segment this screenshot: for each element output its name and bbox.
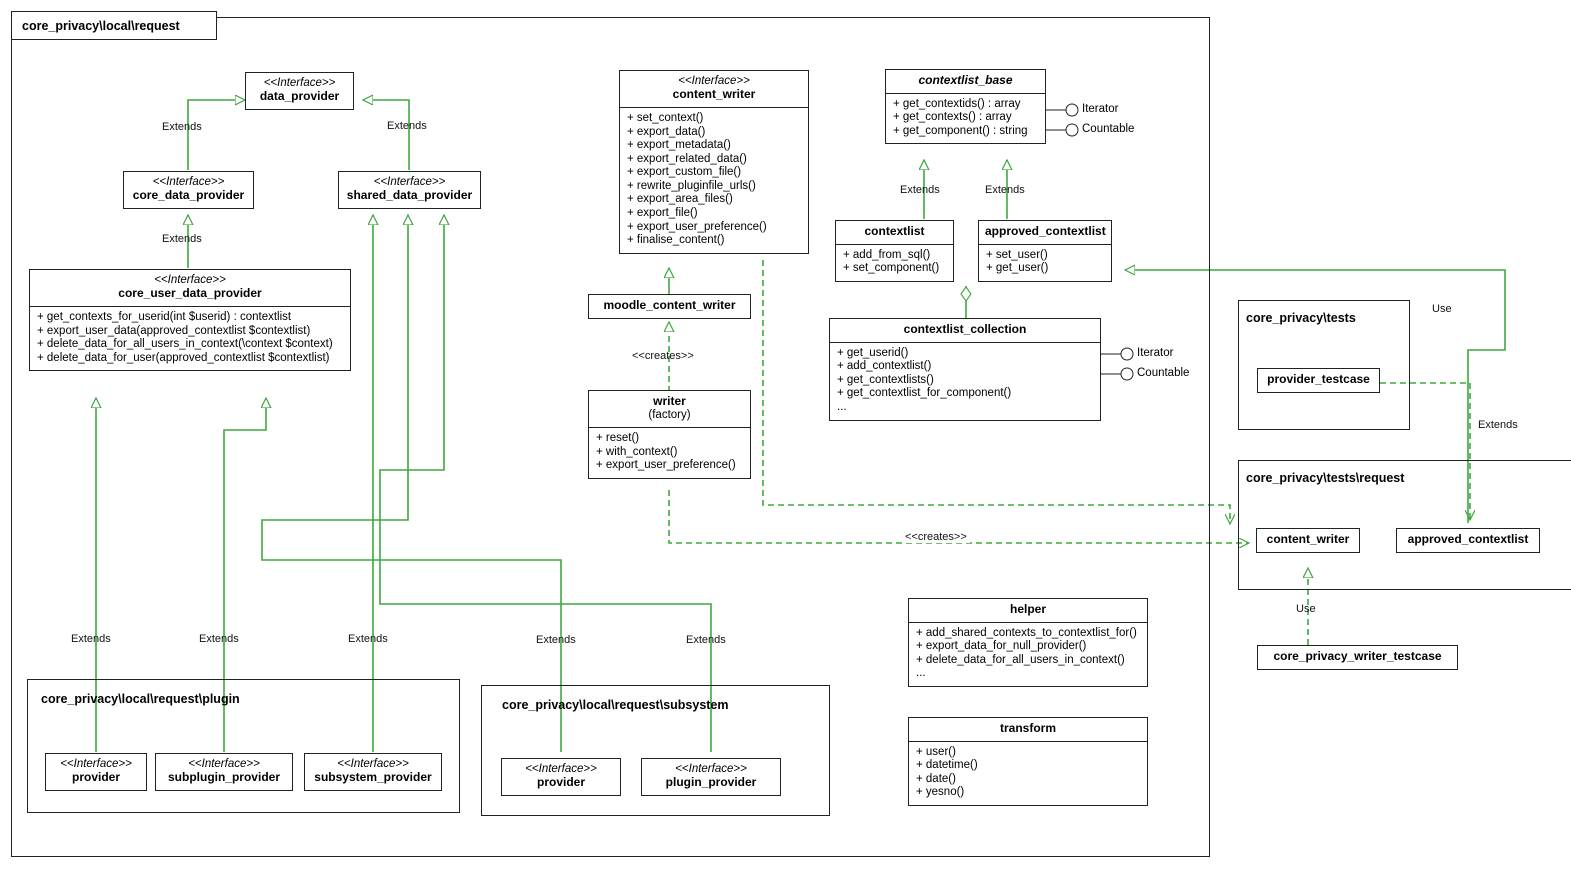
class-contextlist-collection[interactable]: [829, 318, 1101, 421]
member: + user(): [916, 745, 956, 758]
edge-label-extends-subsystem-provider-iface: Extends: [536, 634, 576, 646]
member: + export_user_preference(): [596, 459, 736, 472]
interface-label-iterator-contextlist-base: Iterator: [1082, 103, 1119, 115]
member: + export_data_for_null_provider(): [916, 640, 1087, 653]
stereotype-label: <<Interface>>: [154, 274, 226, 286]
member: + date(): [916, 772, 956, 785]
class-subsystem-provider-interface[interactable]: [501, 758, 621, 796]
class-subplugin-provider[interactable]: [155, 753, 293, 791]
class-test-content-writer[interactable]: [1256, 528, 1360, 553]
class-members: [589, 427, 750, 478]
class-name: writer: [653, 394, 686, 408]
member: + delete_data_for_all_users_in_context(): [916, 653, 1125, 666]
class-title: [1258, 646, 1457, 669]
class-name: contextlist: [864, 224, 925, 238]
class-subtitle: (factory): [648, 408, 691, 421]
member: + finalise_content(): [627, 234, 725, 247]
member: + add_contextlist(): [837, 360, 932, 373]
class-members: [830, 342, 1100, 420]
package-label-tests: core_privacy\tests: [1246, 311, 1356, 325]
member: + get_contextlists(): [837, 373, 934, 386]
class-name: subplugin_provider: [167, 770, 280, 785]
class-name: shared_data_provider: [346, 188, 473, 203]
member: + set_user(): [986, 248, 1048, 261]
class-provider-testcase[interactable]: [1257, 368, 1380, 393]
class-shared-data-provider[interactable]: [338, 171, 481, 209]
class-name: data_provider: [259, 89, 340, 104]
class-name: helper: [1009, 602, 1046, 616]
edge-label-extends-contextlist: Extends: [900, 184, 940, 196]
stereotype-label: <<Interface>>: [60, 758, 132, 770]
interface-label-countable-contextlist-base: Countable: [1082, 123, 1135, 135]
class-plugin-provider-interface[interactable]: [45, 753, 147, 791]
edge-label-extends-shared-data-provider: Extends: [387, 120, 427, 132]
class-title: [589, 295, 750, 318]
stereotype-label: <<Interface>>: [675, 763, 747, 775]
class-name: core_privacy_writer_testcase: [1273, 649, 1442, 663]
class-core-data-provider[interactable]: [123, 171, 254, 209]
member: + get_contexts() : array: [893, 111, 1012, 124]
member: + add_from_sql(): [843, 248, 931, 261]
class-name: provider: [71, 770, 120, 785]
member: + delete_data_for_all_users_in_context(\context $context): [37, 338, 333, 351]
class-name: approved_contextlist: [985, 224, 1106, 238]
class-members: [836, 244, 953, 281]
class-name: transform: [999, 721, 1056, 735]
class-name: content_writer: [1266, 532, 1350, 546]
member: + rewrite_pluginfile_urls(): [627, 179, 756, 192]
member: ...: [916, 667, 926, 680]
member: ...: [837, 401, 847, 414]
class-writer[interactable]: [588, 390, 751, 479]
class-name: contextlist_base: [918, 73, 1013, 87]
class-title: [502, 759, 620, 795]
class-core-user-data-provider[interactable]: [29, 269, 351, 371]
class-name: approved_contextlist: [1407, 532, 1529, 546]
class-moodle-content-writer[interactable]: [588, 294, 751, 319]
member: + delete_data_for_user(approved_contextlist $contextlist): [37, 351, 330, 364]
class-members: [620, 107, 808, 253]
stereotype-label: <<Interface>>: [337, 758, 409, 770]
class-title: [909, 599, 1147, 622]
class-name: provider_testcase: [1267, 372, 1370, 386]
interface-label-countable-collection: Countable: [1137, 367, 1190, 379]
member: + with_context(): [596, 445, 678, 458]
class-contextlist-base[interactable]: [885, 69, 1046, 144]
class-plugin-provider[interactable]: [641, 758, 781, 796]
edge-label-use-tests: Use: [1432, 303, 1452, 315]
package-label-subsystem: core_privacy\local\request\subsystem: [502, 698, 729, 712]
class-name: core_user_data_provider: [118, 286, 262, 301]
class-title: [246, 73, 353, 109]
class-title: [836, 221, 953, 244]
member: + get_contextlist_for_component(): [837, 387, 1012, 400]
class-title: [339, 172, 480, 208]
class-title: [886, 70, 1045, 93]
edge-label-extends-core-user-data-provider: Extends: [162, 233, 202, 245]
class-title: [124, 172, 253, 208]
class-name: content_writer: [672, 87, 756, 102]
member: + datetime(): [916, 759, 978, 772]
class-title: [830, 319, 1100, 342]
member: + get_contextids() : array: [893, 97, 1021, 110]
stereotype-label: <<Interface>>: [188, 758, 260, 770]
member: + yesno(): [916, 786, 965, 799]
member: + export_data(): [627, 125, 706, 138]
class-test-approved-contextlist[interactable]: [1396, 528, 1540, 553]
class-title: [979, 221, 1111, 244]
edge-label-extends-approved-contextlist: Extends: [985, 184, 1025, 196]
edge-label-extends-subplugin-provider: Extends: [199, 633, 239, 645]
class-members: [979, 244, 1111, 281]
member: + get_userid(): [837, 346, 909, 359]
class-core-privacy-writer-testcase[interactable]: [1257, 645, 1458, 670]
stereotype-label: <<Interface>>: [678, 75, 750, 87]
member: + reset(): [596, 432, 640, 445]
member: + export_related_data(): [627, 152, 747, 165]
class-members: [30, 306, 350, 370]
class-title: [46, 754, 146, 790]
member: + export_user_data(approved_contextlist $contextlist): [37, 324, 311, 337]
class-title: [30, 270, 350, 306]
stereotype-label: <<Interface>>: [263, 77, 336, 89]
class-members: [909, 741, 1147, 805]
class-name: provider: [536, 775, 585, 790]
class-name: subsystem_provider: [314, 770, 432, 785]
class-name: core_data_provider: [132, 188, 245, 203]
edge-label-use-writer-testcase: Use: [1296, 603, 1316, 615]
member: + export_file(): [627, 206, 698, 219]
class-title: [620, 71, 808, 107]
edge-label-extends-plugin-provider-iface: Extends: [686, 634, 726, 646]
class-helper[interactable]: [908, 598, 1148, 687]
class-name: contextlist_collection: [903, 322, 1027, 336]
edge-label-extends-core-data-provider: Extends: [162, 121, 202, 133]
member: + export_metadata(): [627, 139, 731, 152]
member: + export_user_preference(): [627, 220, 767, 233]
package-label-core-privacy-local-request: core_privacy\local\request: [11, 11, 217, 40]
member: + export_area_files(): [627, 193, 733, 206]
class-approved-contextlist[interactable]: [978, 220, 1112, 282]
class-transform[interactable]: [908, 717, 1148, 806]
stereotype-label: <<Interface>>: [373, 176, 446, 188]
member: + set_context(): [627, 112, 704, 125]
class-title: [1257, 529, 1359, 552]
class-title: [909, 718, 1147, 741]
class-title: [305, 754, 441, 790]
class-name: moodle_content_writer: [603, 298, 736, 312]
class-data-provider[interactable]: [245, 72, 354, 110]
class-members: [886, 93, 1045, 144]
class-title: [1397, 529, 1539, 552]
edge-label-extends-test-approved-contextlist: Extends: [1478, 419, 1518, 431]
class-contextlist[interactable]: [835, 220, 954, 282]
member: + export_custom_file(): [627, 166, 742, 179]
class-subsystem-provider[interactable]: [304, 753, 442, 791]
member: + set_component(): [843, 262, 940, 275]
package-label-tests-request: core_privacy\tests\request: [1246, 471, 1405, 485]
member: + get_contexts_for_userid(int $userid) : contextlist: [37, 311, 292, 324]
class-title: [1258, 369, 1379, 392]
package-label-plugin: core_privacy\local\request\plugin: [41, 692, 240, 706]
class-members: [909, 622, 1147, 686]
edge-label-extends-subsystem-provider: Extends: [348, 633, 388, 645]
class-title: [156, 754, 292, 790]
member: + get_component() : string: [893, 124, 1028, 137]
stereotype-label: <<Interface>>: [525, 763, 597, 775]
class-title: [642, 759, 780, 795]
class-title: [589, 391, 750, 427]
interface-label-iterator-collection: Iterator: [1137, 347, 1174, 359]
stereotype-label: <<Interface>>: [152, 176, 225, 188]
class-content-writer[interactable]: [619, 70, 809, 254]
member: + get_user(): [986, 262, 1049, 275]
edge-label-creates-moodle-content-writer: <<creates>>: [632, 350, 694, 362]
member: + add_shared_contexts_to_contextlist_for(): [916, 626, 1137, 639]
edge-label-creates-test-content-writer: <<creates>>: [902, 531, 970, 543]
edge-label-extends-plugin-provider: Extends: [71, 633, 111, 645]
class-name: plugin_provider: [665, 775, 757, 790]
